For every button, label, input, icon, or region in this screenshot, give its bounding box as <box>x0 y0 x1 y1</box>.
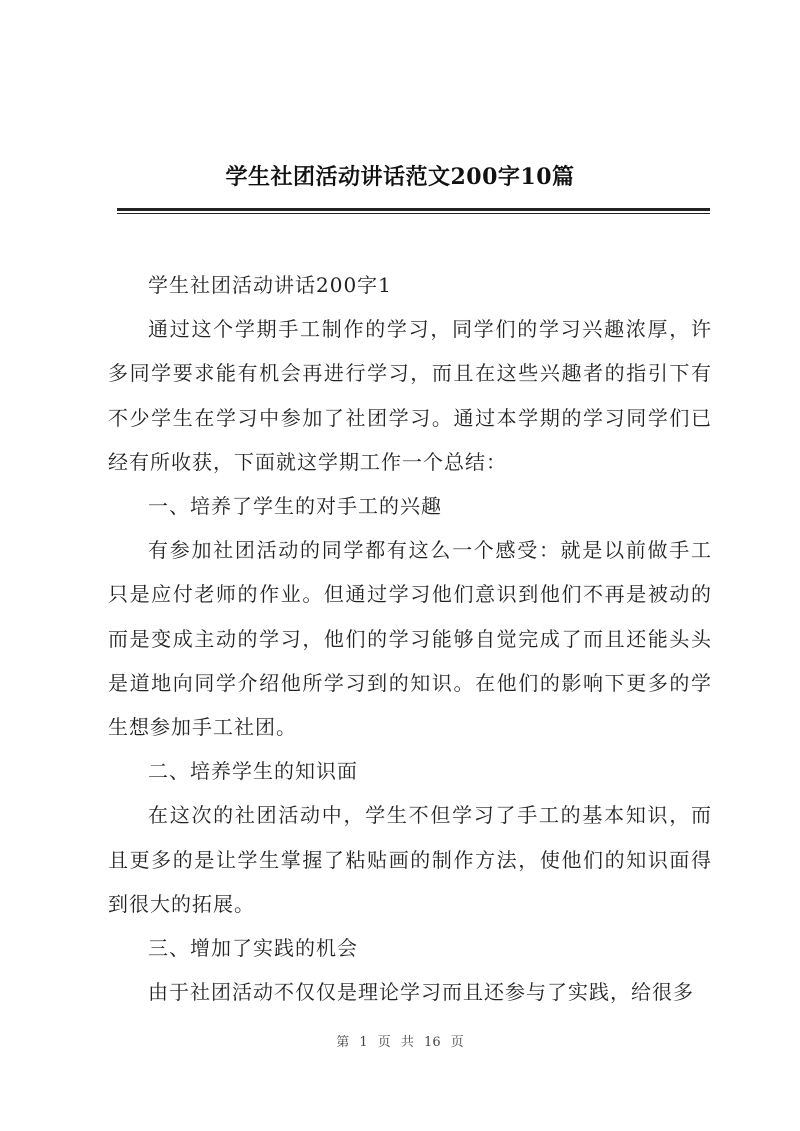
page-footer: 第 1 页 共 16 页 <box>336 1035 464 1050</box>
body-paragraph: 通过这个学期手工制作的学习，同学们的学习兴趣浓厚，许多同学要求能有机会再进行学习，而且在这些兴趣者的指引下有不少学生在学习中参加了社团学习。通过本学期的学习同学们已经有所收获，下面就这学期工作一个总结： <box>108 317 712 474</box>
document-body <box>108 263 712 1014</box>
section-heading: 学生社团活动讲话200字1 <box>148 273 392 297</box>
title-divider-thick <box>117 208 710 211</box>
title-divider-thin <box>117 213 710 214</box>
document-title: 学生社团活动讲话范文200字10篇 <box>225 164 575 190</box>
body-paragraph: 在这次的社团活动中，学生不但学习了手工的基本知识，而且更多的是让学生掌握了粘贴画的制作方法，使他们的知识面得到很大的拓展。 <box>108 803 712 916</box>
title-divider <box>117 208 710 214</box>
subheading: 三、增加了实践的机会 <box>148 936 358 961</box>
body-paragraph: 由于社团活动不仅仅是理论学习而且还参与了实践，给很多 <box>148 980 694 1005</box>
subheading: 一、培养了学生的对手工的兴趣 <box>148 494 442 519</box>
body-paragraph: 有参加社团活动的同学都有这么一个感受：就是以前做手工只是应付老师的作业。但通过学习他们意识到他们不再是被动的而是变成主动的学习，他们的学习能够自觉完成了而且还能头头是道地向同学介绍他所学习到的知识。在他们的影响下更多的学生想参加手工社团。 <box>108 538 712 740</box>
subheading: 二、培养学生的知识面 <box>148 759 358 784</box>
